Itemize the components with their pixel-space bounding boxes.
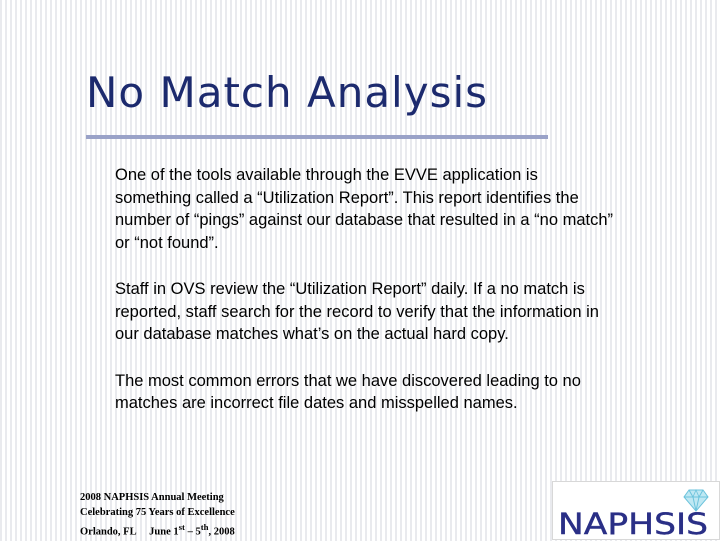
slide-body xyxy=(115,164,615,439)
slide-title: No Match Analysis xyxy=(86,68,489,117)
footer-line-celebrating: Celebrating 75 Years of Excellence xyxy=(80,507,235,518)
naphsis-logo-text: NAPHSIS xyxy=(558,507,708,541)
footer-line-location-dates xyxy=(80,520,235,540)
naphsis-logo xyxy=(552,481,720,540)
footer-sup-st: st xyxy=(178,522,185,532)
footer-sup-th: th xyxy=(200,522,209,532)
paragraph-common-errors: The most common errors that we have discovered leading to no matches are incorrect file dates and misspelled names. xyxy=(115,371,581,412)
title-underline xyxy=(86,135,548,139)
footer-location-prefix: Orlando, FL June 1 xyxy=(80,526,179,538)
naphsis-logo-graphic xyxy=(553,482,720,541)
footer-date-mid: – 5 xyxy=(184,526,201,538)
footer-year: , 2008 xyxy=(208,526,235,538)
footer-line-meeting: 2008 NAPHSIS Annual Meeting xyxy=(80,492,224,503)
meeting-footer xyxy=(80,490,235,540)
paragraph-utilization-report: One of the tools available through the EVVE application is something called a “Utilization Report”. This report identifies the number of “pings” against our database that resulted in a “no match” or “not found”. xyxy=(115,166,614,252)
paragraph-staff-review: Staff in OVS review the “Utilization Report” daily. If a no match is reported, staff search for the record to verify that the information in our database matches what’s on the actual hard copy. xyxy=(115,280,599,343)
